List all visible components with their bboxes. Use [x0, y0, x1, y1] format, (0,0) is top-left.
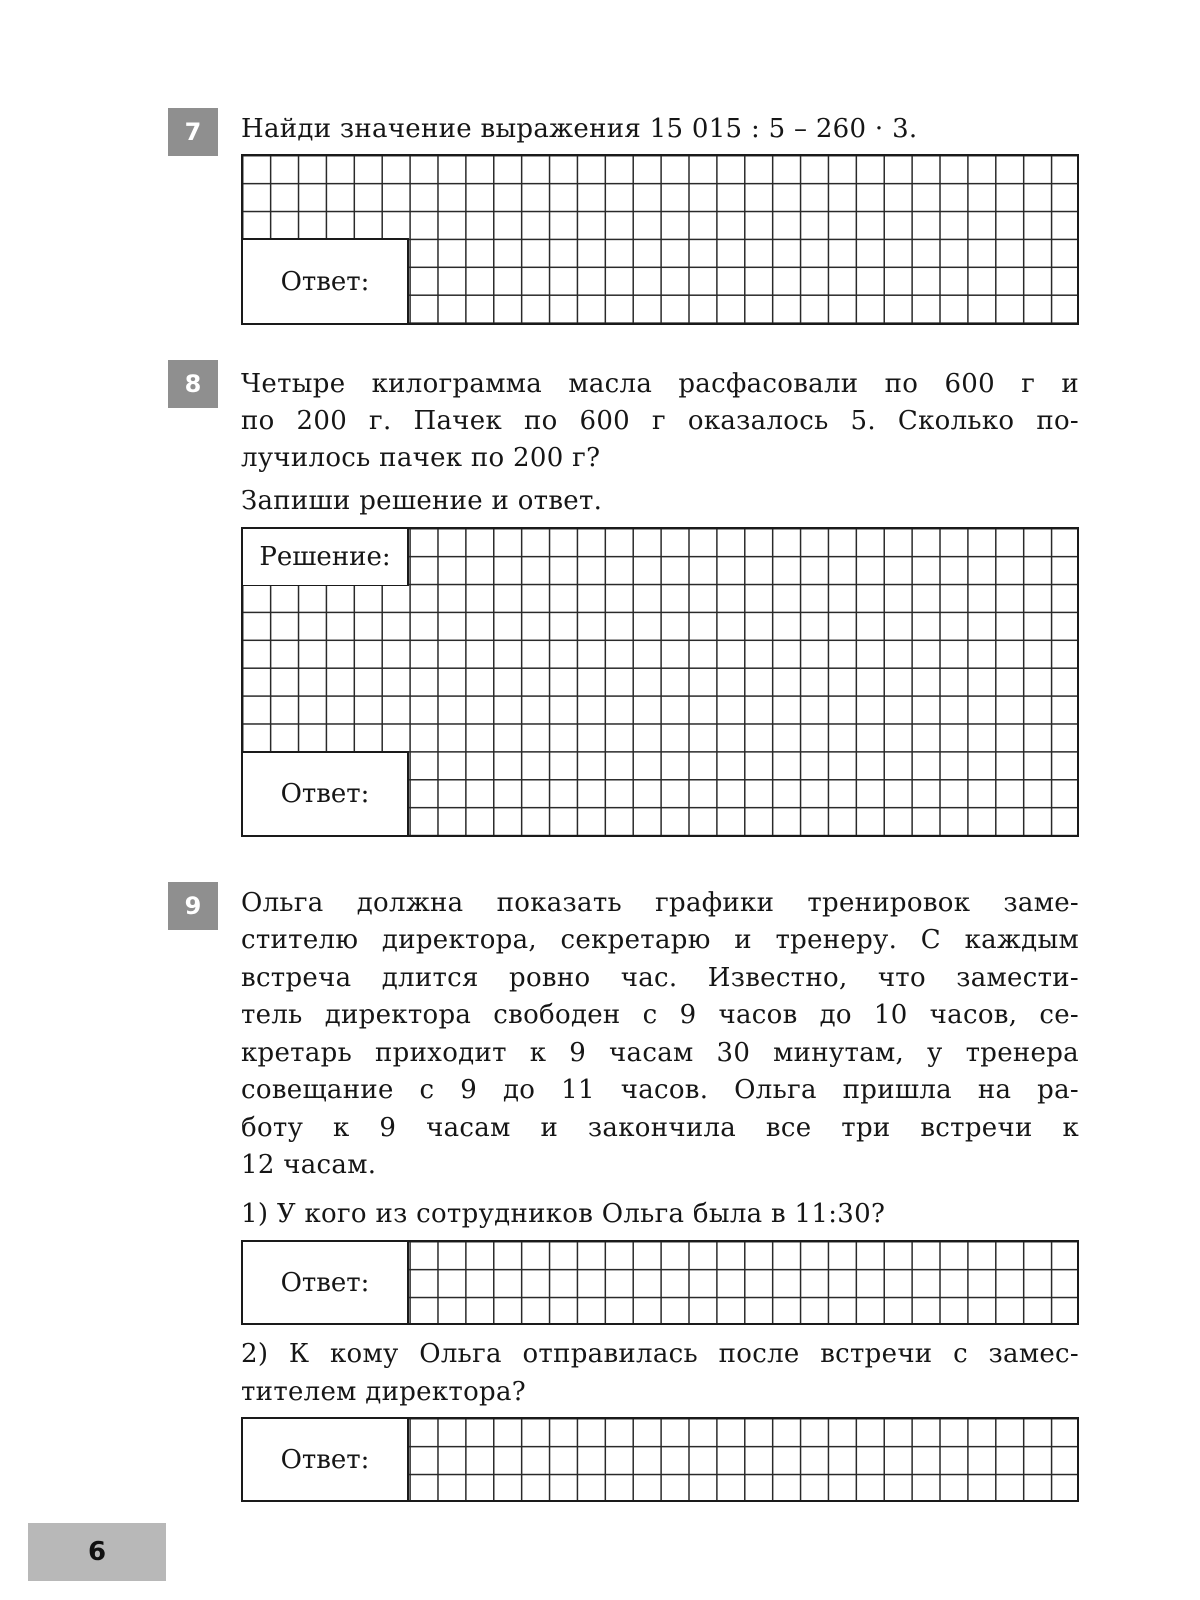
task-8-line-3: лучилось пачек по 200 г? [241, 443, 601, 473]
task-8-answer-label: Ответ: [241, 751, 409, 837]
task-9-line-6: совещание с 9 до 11 часов. Ольга пришла на ра- [241, 1075, 1079, 1105]
task-9-question-2-line-2: тителем директора? [241, 1377, 527, 1407]
page-number: 6 [28, 1523, 166, 1581]
task-9-question-2-line-1: 2) К кому Ольга отправилась после встречи с замес- [241, 1339, 1079, 1369]
task-8-solution-label: Решение: [241, 527, 409, 586]
task-9-line-7: боту к 9 часам и закончила все три встречи к [241, 1113, 1079, 1143]
task-number-badge: 8 [168, 360, 218, 408]
task-9-answer-1-label: Ответ: [241, 1240, 409, 1325]
task-8-line-1: Четыре килограмма масла расфасовали по 600 г и [241, 369, 1079, 399]
task-9-line-2: стителю директора, секретарю и тренеру. С каждым [241, 925, 1079, 955]
task-7-text: Найди значение выражения 15 015 : 5 – 260 · 3. [241, 114, 918, 144]
task-8-line-2: по 200 г. Пачек по 600 г оказалось 5. Сколько по- [241, 406, 1079, 436]
task-9-line-1: Ольга должна показать графики тренировок заме- [241, 888, 1079, 918]
task-8-instruction: Запиши решение и ответ. [241, 486, 603, 516]
task-9-line-3: встреча длится ровно час. Известно, что замести- [241, 963, 1079, 993]
task-9-line-4: тель директора свободен с 9 часов до 10 часов, се- [241, 1000, 1079, 1030]
task-9-question-1: 1) У кого из сотрудников Ольга была в 11:30? [241, 1199, 886, 1229]
task-number-badge: 7 [168, 108, 218, 156]
task-9-line-8: 12 часам. [241, 1150, 377, 1180]
task-9-line-5: кретарь приходит к 9 часам 30 минутам, у тренера [241, 1038, 1079, 1068]
task-9-answer-2-label: Ответ: [241, 1417, 409, 1502]
task-7-answer-label: Ответ: [241, 238, 409, 325]
task-number-badge: 9 [168, 882, 218, 930]
